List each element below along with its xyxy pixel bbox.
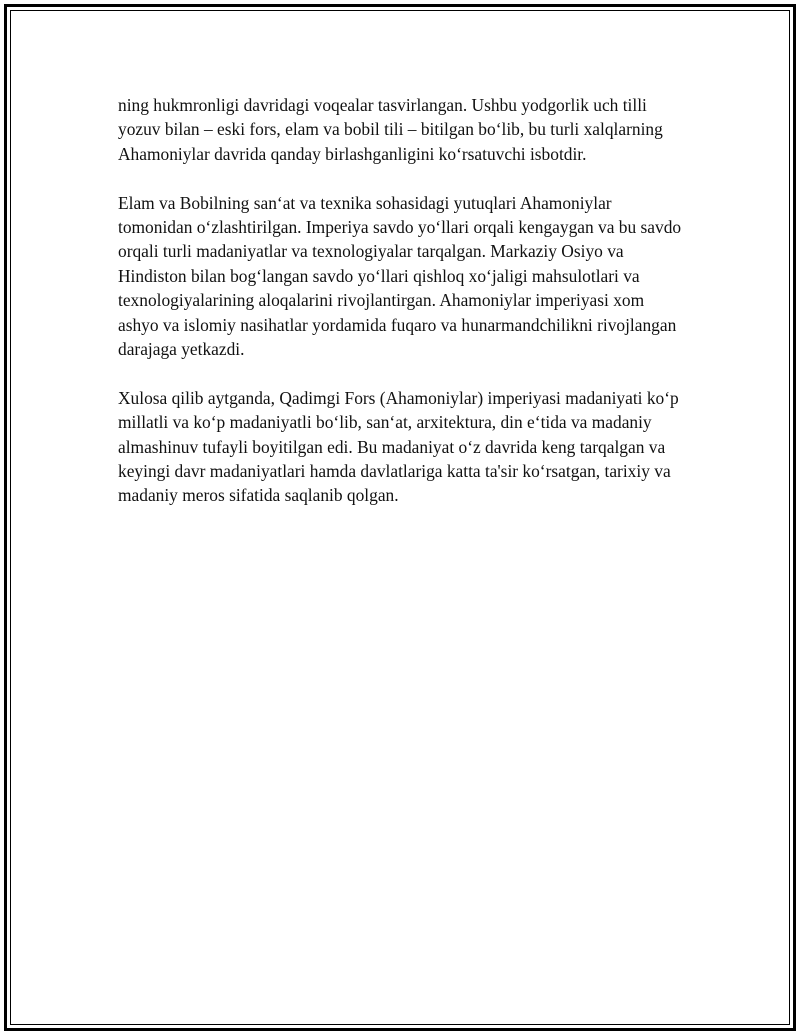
paragraph-1: ning hukmronligi davridagi voqealar tasvirlangan. Ushbu yodgorlik uch tilli yozuv bilan – eski fors, elam va bobil tili – bitilgan boʻlib, bu turli xalqlarning Ahamoniylar davrida qanday birlashganligini koʻrsatuvchi isbotdir. (118, 95, 663, 164)
document-body (118, 93, 688, 532)
paragraph-2: Elam va Bobilning sanʻat va texnika sohasidagi yutuqlari Ahamoniylar tomonidan oʻzlashtirilgan. Imperiya savdo yoʻllari orqali kengaygan va bu savdo orqali turli madaniyatlar va texnologiyalar tarqalgan. Markaziy Osiyo va Hindiston bilan bogʻlangan savdo yoʻllari qishloq xoʻjaligi mahsulotlari va texnologiyalarining aloqalarini rivojlantirgan. Ahamoniylar imperiyasi xom ashyo va islomiy nasihatlar yordamida fuqaro va hunarmandchilikni rivojlangan darajaga yetkazdi. (118, 192, 682, 360)
paragraph-3: Xulosa qilib aytganda, Qadimgi Fors (Ahamoniylar) imperiyasi madaniyati koʻp millatli va koʻp madaniyatli boʻlib, sanʻat, arxitektura, din eʻtida va madaniy almashinuv tufayli boyitilgan edi. Bu madaniyat oʻz davrida keng tarqalgan va keyingi davr madaniyatlari hamda davlatlariga katta ta'sir koʻrsatgan, tarixiy va madaniy meros sifatida saqlanib qolgan. (118, 387, 679, 506)
